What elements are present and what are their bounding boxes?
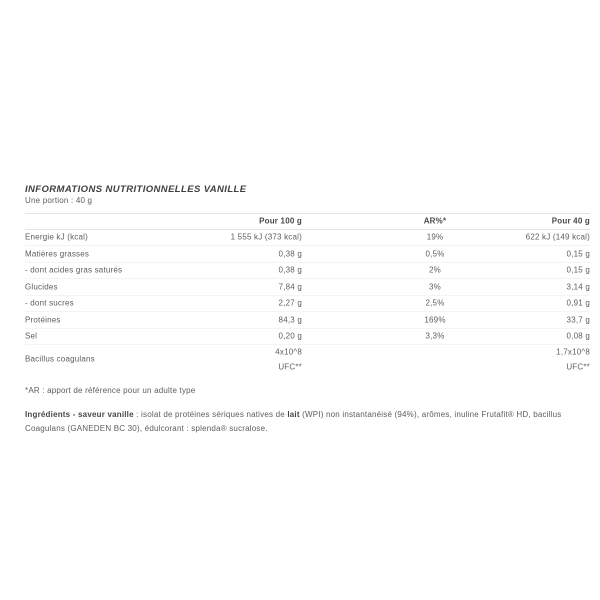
nutrient-row-sel (25, 329, 590, 346)
col-header-per-100g: Pour 100 g (259, 216, 302, 226)
nutrient-label: Glucides (25, 282, 58, 292)
nutrition-section (25, 184, 590, 435)
ingredients-text-before-milk: isolat de protéines sériques natives de (141, 410, 288, 419)
value-per-40g: 0,15 g (566, 249, 590, 259)
value-ar: 19% (426, 232, 444, 242)
nutrient-label: Matières grasses (25, 249, 90, 259)
value-per-100g: 7,84 g (278, 282, 302, 292)
value-per-100g: 0,20 g (278, 331, 302, 341)
nutrient-row-bacillus-coagulans (25, 345, 590, 376)
value-ar: 169% (424, 315, 446, 325)
nutrient-row-acides-gras-satures (25, 263, 590, 280)
nutrient-label: - dont acides gras saturés (25, 265, 123, 275)
value-per-100g: 84,3 g (278, 315, 302, 325)
value-per-40g-unit: UFC** (566, 362, 590, 372)
value-ar: 2,5% (425, 298, 445, 308)
col-header-per-40g: Pour 40 g (551, 216, 590, 226)
nutrient-label: Protéines (25, 315, 61, 325)
ar-footnote: *AR : apport de référence pour un adulte type (25, 386, 196, 395)
table-header-row (25, 214, 590, 230)
value-ar: 3% (429, 282, 441, 292)
nutrient-row-proteines (25, 312, 590, 329)
ingredients-label: Ingrédients - saveur vanille (25, 410, 134, 419)
ingredients-separator: : (133, 410, 142, 419)
value-per-100g: 2,27 g (278, 298, 302, 308)
value-ar: 3,3% (425, 331, 445, 341)
ingredients-text-after-milk: (WPI) non instantanéisé (94%), arômes, inuline Frutafit® HD, bacillus Coagulans (GANEDEN BC 30), édulcorant : splenda® sucralose. (25, 410, 562, 433)
nutrition-table (25, 213, 590, 376)
ingredients-paragraph (25, 408, 590, 435)
milk-allergen: lait (287, 410, 300, 419)
value-per-40g: 0,08 g (566, 331, 590, 341)
col-header-ar: AR%* (423, 216, 447, 226)
value-per-40g: 0,91 g (566, 298, 590, 308)
nutrient-row-matieres-grasses (25, 246, 590, 263)
section-title: INFORMATIONS NUTRITIONNELLES VANILLE (25, 184, 247, 195)
nutrient-row-sucres (25, 296, 590, 313)
nutrient-label: Sel (25, 331, 38, 341)
value-per-40g: 33,7 g (566, 315, 590, 325)
value-per-100g: 0,38 g (278, 265, 302, 275)
nutrient-row-glucides (25, 279, 590, 296)
nutrient-label: Energie kJ (kcal) (25, 232, 88, 242)
value-per-100g: 1 555 kJ (373 kcal) (230, 232, 302, 242)
value-per-40g: 622 kJ (149 kcal) (525, 232, 590, 242)
value-per-100g-count: 4x10^8 (275, 347, 302, 357)
value-ar: 2% (429, 265, 441, 275)
value-ar: 0,5% (425, 249, 445, 259)
nutrient-label: Bacillus coagulans (25, 354, 95, 364)
value-per-40g: 3,14 g (566, 282, 590, 292)
value-per-40g-count: 1,7x10^8 (556, 347, 590, 357)
nutrient-row-energie (25, 230, 590, 247)
portion-size: Une portion : 40 g (25, 196, 93, 205)
value-per-100g-unit: UFC** (278, 362, 302, 372)
nutrient-label: - dont sucres (25, 298, 74, 308)
value-per-40g: 0,15 g (566, 265, 590, 275)
value-per-100g: 0,38 g (278, 249, 302, 259)
